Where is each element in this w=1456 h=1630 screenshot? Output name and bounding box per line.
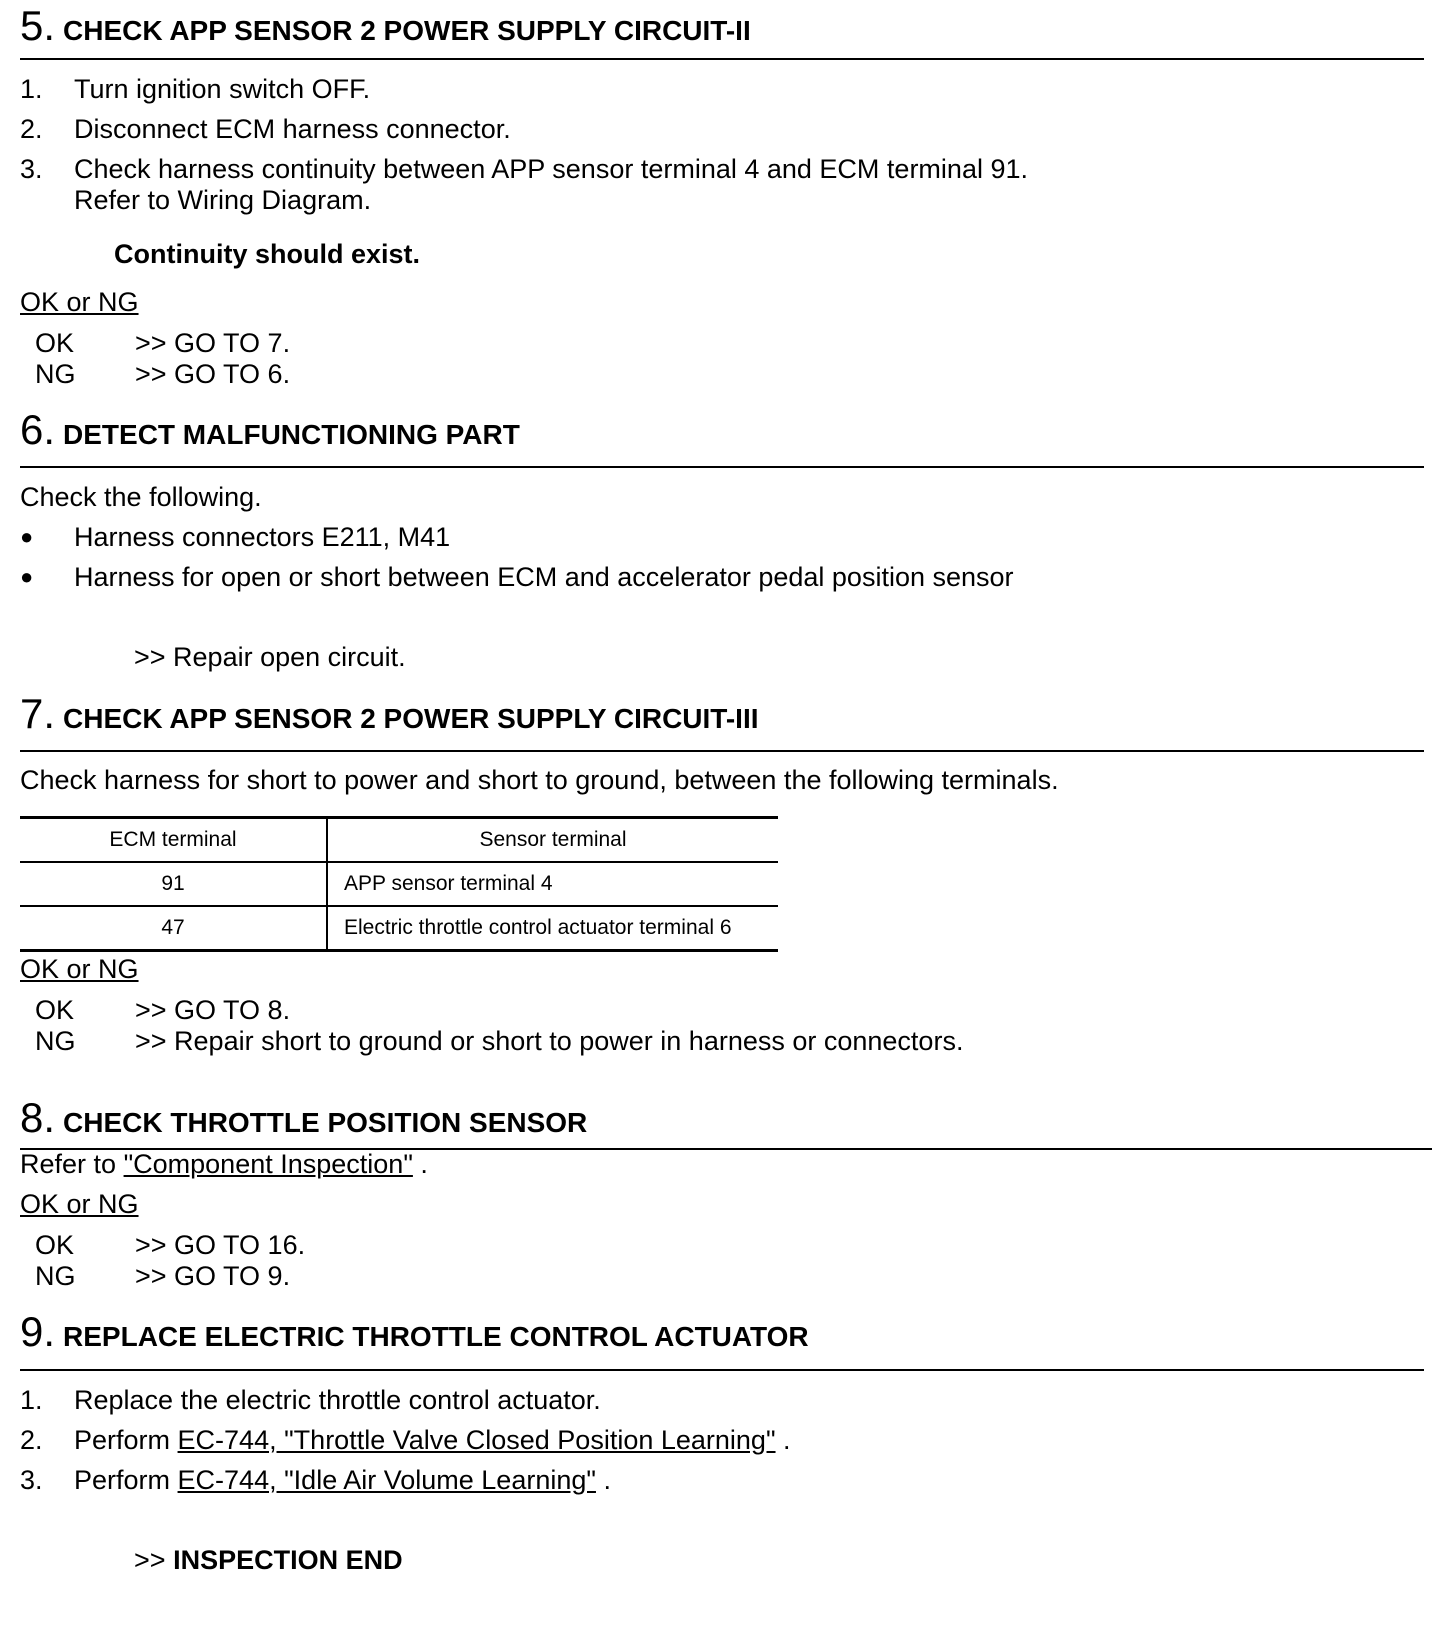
- item-number: 1.: [20, 1385, 43, 1415]
- item-number: 2.: [20, 1425, 43, 1455]
- item-text: Replace the electric throttle control actuator.: [74, 1385, 601, 1415]
- bullet-item: [20, 521, 450, 553]
- action-text: >> Repair open circuit.: [134, 642, 406, 672]
- step-number: 9.: [20, 1308, 56, 1355]
- list-item: [20, 113, 511, 145]
- bullet-item: [20, 561, 1014, 593]
- step-5-heading: [20, 2, 751, 48]
- step-8-heading: [20, 1094, 587, 1140]
- component-inspection-link[interactable]: "Component Inspection": [123, 1149, 413, 1179]
- step-number: 8.: [20, 1094, 56, 1141]
- idle-air-volume-learning-link[interactable]: EC-744, "Idle Air Volume Learning": [177, 1465, 596, 1495]
- ok-action: >> GO TO 8.: [135, 995, 291, 1025]
- bullet-text: Harness for open or short between ECM and accelerator pedal position sensor: [74, 562, 1014, 592]
- table-cell: APP sensor terminal 4: [327, 862, 778, 906]
- divider: [20, 466, 1424, 468]
- ok-ng-heading: OK or NG: [20, 287, 139, 317]
- item-prefix: Perform: [74, 1425, 171, 1455]
- list-item: [20, 1424, 791, 1456]
- end-arrow: >>: [134, 1545, 166, 1575]
- ok-result: [35, 1229, 305, 1261]
- divider: [20, 750, 1424, 752]
- ng-label: NG: [35, 1026, 76, 1056]
- bullet-text: Harness connectors E211, M41: [74, 522, 451, 552]
- step-7-heading: [20, 690, 759, 736]
- step-title: CHECK APP SENSOR 2 POWER SUPPLY CIRCUIT-III: [63, 703, 759, 734]
- table-cell: Electric throttle control actuator terminal 6: [327, 906, 778, 951]
- item-text-continuation: Refer to Wiring Diagram.: [74, 185, 372, 215]
- ok-ng-heading: OK or NG: [20, 1189, 139, 1219]
- list-item: [20, 1464, 611, 1496]
- ok-label: OK: [35, 328, 75, 358]
- divider: [20, 58, 1424, 60]
- ng-label: NG: [35, 359, 76, 389]
- throttle-valve-learning-link[interactable]: EC-744, "Throttle Valve Closed Position Learning": [177, 1425, 776, 1455]
- table-cell: 47: [20, 906, 327, 951]
- ng-action: >> GO TO 9.: [135, 1261, 291, 1291]
- item-text: Disconnect ECM harness connector.: [74, 114, 511, 144]
- spec-note: Continuity should exist.: [114, 239, 421, 269]
- inspection-end: [134, 1544, 403, 1576]
- ng-result: [35, 1025, 963, 1057]
- refer-suffix: .: [420, 1149, 428, 1179]
- step-number: 6.: [20, 406, 56, 453]
- item-suffix: .: [603, 1465, 611, 1495]
- table-row: [20, 906, 778, 951]
- ok-result: [35, 327, 290, 359]
- ok-result: [35, 994, 290, 1026]
- step-title: DETECT MALFUNCTIONING PART: [63, 419, 520, 450]
- divider: [20, 1369, 1424, 1371]
- item-suffix: .: [783, 1425, 791, 1455]
- column-header: ECM terminal: [20, 818, 327, 863]
- item-text: Turn ignition switch OFF.: [74, 74, 371, 104]
- bullet-icon: ●: [20, 524, 34, 549]
- item-number: 2.: [20, 114, 43, 144]
- step-title: REPLACE ELECTRIC THROTTLE CONTROL ACTUATOR: [63, 1321, 809, 1352]
- ng-action: >> Repair short to ground or short to power in harness or connectors.: [135, 1026, 964, 1056]
- item-number: 3.: [20, 1465, 43, 1495]
- step-title: CHECK APP SENSOR 2 POWER SUPPLY CIRCUIT-II: [63, 15, 751, 46]
- ok-label: OK: [35, 1230, 75, 1260]
- table-cell: 91: [20, 862, 327, 906]
- step-title: CHECK THROTTLE POSITION SENSOR: [63, 1107, 588, 1138]
- ng-action: >> GO TO 6.: [135, 359, 291, 389]
- ok-action: >> GO TO 16.: [135, 1230, 306, 1260]
- intro-text: Check the following.: [20, 482, 262, 512]
- ok-action: >> GO TO 7.: [135, 328, 291, 358]
- step-number: 7.: [20, 690, 56, 737]
- step-6-heading: [20, 406, 520, 452]
- ok-label: OK: [35, 995, 75, 1025]
- intro-text: Check harness for short to power and short to ground, between the following terminals.: [20, 765, 1059, 795]
- bullet-icon: ●: [20, 564, 34, 589]
- item-text: Check harness continuity between APP sensor terminal 4 and ECM terminal 91.: [74, 154, 1028, 184]
- item-number: 1.: [20, 74, 43, 104]
- terminal-table: [20, 816, 778, 952]
- step-9-heading: [20, 1308, 809, 1354]
- list-item: [20, 1384, 601, 1416]
- column-header: Sensor terminal: [327, 818, 778, 863]
- ng-result: [35, 358, 290, 390]
- item-number: 3.: [20, 154, 43, 184]
- item-prefix: Perform: [74, 1465, 171, 1495]
- ng-label: NG: [35, 1261, 76, 1291]
- refer-line: [20, 1148, 428, 1180]
- table-header-row: [20, 818, 778, 863]
- refer-prefix: Refer to: [20, 1149, 117, 1179]
- end-text: INSPECTION END: [173, 1545, 403, 1575]
- list-item: [20, 153, 1028, 185]
- ok-ng-heading: OK or NG: [20, 954, 139, 984]
- list-item: [20, 73, 370, 105]
- ng-result: [35, 1260, 290, 1292]
- step-number: 5.: [20, 2, 56, 49]
- table-row: [20, 862, 778, 906]
